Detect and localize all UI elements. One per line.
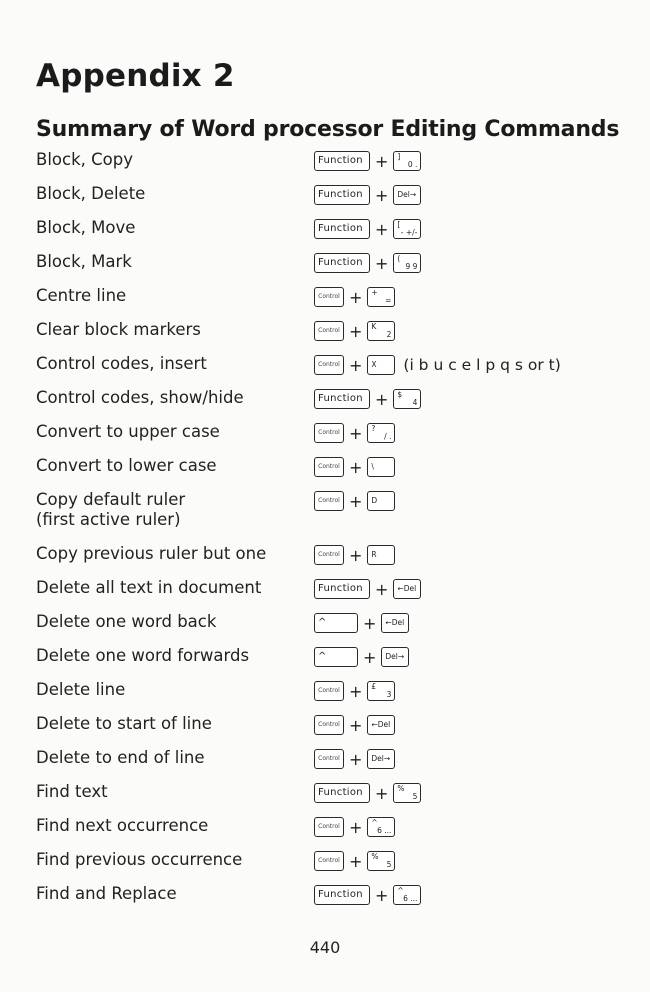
key-legend-bottom: - +/- bbox=[400, 228, 418, 237]
command-label bbox=[36, 252, 132, 272]
command-label bbox=[36, 388, 244, 408]
plus-sign: + bbox=[375, 253, 389, 273]
command-label-line: Block, Move bbox=[36, 218, 136, 237]
plus-sign: + bbox=[363, 647, 377, 667]
key-combination bbox=[314, 679, 395, 703]
plus-sign: + bbox=[375, 185, 389, 205]
key-legend-bottom: 5 bbox=[386, 860, 392, 869]
character-key-icon bbox=[367, 491, 395, 511]
command-label bbox=[36, 612, 216, 632]
command-label-line: Clear block markers bbox=[36, 320, 201, 339]
command-label bbox=[36, 354, 207, 374]
command-label-line: Convert to upper case bbox=[36, 422, 220, 441]
key-legend-bottom: 3 bbox=[386, 690, 392, 699]
character-key-icon bbox=[393, 219, 421, 239]
command-label-line: Copy default ruler bbox=[36, 490, 186, 509]
key-legend-top: $ bbox=[397, 390, 403, 399]
command-label bbox=[36, 456, 217, 476]
key-legend-top: ^ bbox=[371, 818, 378, 827]
character-key-icon bbox=[367, 545, 395, 565]
plus-sign: + bbox=[363, 613, 377, 633]
function-key-icon bbox=[314, 185, 370, 205]
key-legend-top: Control bbox=[318, 327, 340, 334]
command-row bbox=[0, 748, 650, 772]
plus-sign: + bbox=[349, 749, 363, 769]
command-label-line: Centre line bbox=[36, 286, 127, 305]
key-combination bbox=[314, 577, 421, 601]
key-combination bbox=[314, 149, 421, 173]
plus-sign: + bbox=[349, 423, 363, 443]
command-label bbox=[36, 150, 133, 170]
command-label-line: Delete line bbox=[36, 680, 126, 699]
key-combination bbox=[314, 353, 561, 377]
command-label bbox=[36, 544, 266, 564]
command-label bbox=[36, 646, 249, 666]
key-combination bbox=[314, 543, 395, 567]
command-row bbox=[0, 354, 650, 378]
command-label bbox=[36, 490, 185, 530]
command-row bbox=[0, 320, 650, 344]
key-combination bbox=[314, 489, 395, 513]
key-legend-bottom: 5 bbox=[412, 792, 418, 801]
key-legend-top: Function bbox=[318, 393, 363, 404]
control-key-icon bbox=[314, 749, 344, 769]
command-label-line: Block, Copy bbox=[36, 150, 133, 169]
character-key-icon bbox=[367, 321, 395, 341]
control-key-icon bbox=[314, 457, 344, 477]
character-key-icon bbox=[367, 423, 395, 443]
command-row bbox=[0, 850, 650, 874]
key-legend-top: % bbox=[371, 852, 379, 861]
key-legend-top: Del→ bbox=[397, 190, 417, 199]
page-number: 440 bbox=[309, 938, 341, 957]
key-legend-top: Function bbox=[318, 257, 363, 268]
control-key-icon bbox=[314, 321, 344, 341]
plus-sign: + bbox=[349, 355, 363, 375]
key-combination bbox=[314, 713, 395, 737]
key-legend-top: Function bbox=[318, 223, 363, 234]
key-legend-top: Control bbox=[318, 721, 340, 728]
key-combination bbox=[314, 883, 421, 907]
key-combination bbox=[314, 781, 421, 805]
plus-sign: + bbox=[375, 783, 389, 803]
character-key-icon bbox=[367, 457, 395, 477]
command-label-line: Find and Replace bbox=[36, 884, 177, 903]
key-legend-top: Function bbox=[318, 889, 363, 900]
command-label-line: Delete one word forwards bbox=[36, 646, 250, 665]
control-key-icon bbox=[314, 491, 344, 511]
key-legend-top: ←Del bbox=[397, 584, 417, 593]
command-label bbox=[36, 286, 126, 306]
command-label-line: Block, Mark bbox=[36, 252, 132, 271]
command-row bbox=[0, 646, 650, 670]
key-legend-top: ? bbox=[371, 424, 376, 433]
command-row bbox=[0, 544, 650, 568]
key-legend-bottom: 0 . bbox=[407, 160, 418, 169]
key-legend-bottom: 6 ... bbox=[403, 894, 418, 903]
key-legend-top: Function bbox=[318, 155, 363, 166]
character-key-icon bbox=[367, 851, 395, 871]
plus-sign: + bbox=[375, 151, 389, 171]
plus-sign: + bbox=[349, 817, 363, 837]
key-legend-top: ( bbox=[397, 254, 401, 263]
key-combination bbox=[314, 251, 421, 275]
plus-sign: + bbox=[349, 287, 363, 307]
command-label-line: Find text bbox=[36, 782, 108, 801]
plus-sign: + bbox=[349, 491, 363, 511]
plus-sign: + bbox=[349, 851, 363, 871]
function-key-icon bbox=[314, 885, 370, 905]
key-combination bbox=[314, 455, 395, 479]
command-label bbox=[36, 714, 212, 734]
command-row bbox=[0, 286, 650, 310]
command-label-line: Delete to end of line bbox=[36, 748, 205, 767]
key-legend-top: £ bbox=[371, 682, 377, 691]
key-legend-top: Control bbox=[318, 687, 340, 694]
key-legend-bottom: 4 bbox=[412, 398, 418, 407]
command-row bbox=[0, 490, 650, 529]
control-key-icon bbox=[314, 355, 344, 375]
key-legend-top: Control bbox=[318, 429, 340, 436]
command-label bbox=[36, 850, 242, 870]
control-key-icon bbox=[314, 545, 344, 565]
key-legend-bottom: = bbox=[385, 296, 392, 305]
key-combination bbox=[314, 319, 395, 343]
command-label-line: Find next occurrence bbox=[36, 816, 209, 835]
character-key-icon bbox=[393, 885, 421, 905]
command-label bbox=[36, 578, 261, 598]
command-row bbox=[0, 388, 650, 412]
key-legend-top: Control bbox=[318, 755, 340, 762]
key-legend-top: K bbox=[371, 322, 377, 331]
function-key-icon bbox=[314, 579, 370, 599]
command-row bbox=[0, 422, 650, 446]
key-combination bbox=[314, 815, 395, 839]
command-row bbox=[0, 714, 650, 738]
key-options-note: (i b u c e l p q s or t) bbox=[403, 356, 561, 374]
command-label-line: Delete all text in document bbox=[36, 578, 262, 597]
character-key-icon bbox=[381, 613, 409, 633]
key-combination bbox=[314, 611, 409, 635]
command-label-line: Delete to start of line bbox=[36, 714, 212, 733]
control-key-icon bbox=[314, 715, 344, 735]
command-row bbox=[0, 782, 650, 806]
command-label-line: Delete one word back bbox=[36, 612, 217, 631]
character-key-icon bbox=[367, 681, 395, 701]
section-subheading: Summary of Word processor Editing Commands bbox=[36, 117, 620, 142]
key-legend-top: Control bbox=[318, 293, 340, 300]
key-legend-top: Del→ bbox=[371, 754, 391, 763]
plus-sign: + bbox=[349, 457, 363, 477]
key-legend-top: + bbox=[371, 288, 378, 297]
control-key-icon bbox=[314, 287, 344, 307]
command-row bbox=[0, 680, 650, 704]
key-combination bbox=[314, 645, 409, 669]
key-legend-top: ^ bbox=[318, 651, 327, 662]
key-legend-top: ←Del bbox=[385, 618, 405, 627]
control-key-icon bbox=[314, 423, 344, 443]
key-combination bbox=[314, 285, 395, 309]
plus-sign: + bbox=[349, 681, 363, 701]
key-legend-bottom: / . bbox=[384, 432, 392, 441]
key-legend-top: ] bbox=[397, 152, 401, 161]
character-key-icon bbox=[393, 783, 421, 803]
key-legend-bottom: 6 ... bbox=[377, 826, 392, 835]
key-legend-top: Function bbox=[318, 189, 363, 200]
command-label-line: Control codes, show/hide bbox=[36, 388, 244, 407]
command-row bbox=[0, 578, 650, 602]
command-label bbox=[36, 782, 108, 802]
key-legend-top: R bbox=[371, 550, 377, 559]
key-legend-top: X bbox=[371, 360, 377, 369]
command-row bbox=[0, 612, 650, 636]
command-label bbox=[36, 184, 145, 204]
key-legend-top: ^ bbox=[397, 886, 404, 895]
command-label bbox=[36, 748, 205, 768]
key-legend-top: Control bbox=[318, 497, 340, 504]
character-key-icon bbox=[393, 253, 421, 273]
command-row bbox=[0, 150, 650, 174]
command-row bbox=[0, 218, 650, 242]
command-row bbox=[0, 816, 650, 840]
command-row bbox=[0, 456, 650, 480]
command-label bbox=[36, 816, 208, 836]
plus-sign: + bbox=[375, 579, 389, 599]
command-label bbox=[36, 422, 220, 442]
plus-sign: + bbox=[375, 219, 389, 239]
key-legend-top: Control bbox=[318, 823, 340, 830]
caret-key-icon bbox=[314, 647, 358, 667]
command-label-line: Block, Delete bbox=[36, 184, 146, 203]
appendix-heading: Appendix 2 bbox=[36, 58, 235, 94]
plus-sign: + bbox=[375, 389, 389, 409]
plus-sign: + bbox=[349, 715, 363, 735]
command-label-note: (first active ruler) bbox=[36, 510, 181, 529]
character-key-icon bbox=[393, 151, 421, 171]
character-key-icon bbox=[367, 287, 395, 307]
key-legend-top: Del→ bbox=[385, 652, 405, 661]
character-key-icon bbox=[367, 355, 395, 375]
character-key-icon bbox=[393, 389, 421, 409]
key-legend-top: [ bbox=[397, 220, 401, 229]
caret-key-icon bbox=[314, 613, 358, 633]
control-key-icon bbox=[314, 851, 344, 871]
control-key-icon bbox=[314, 681, 344, 701]
character-key-icon bbox=[393, 579, 421, 599]
key-legend-top: D bbox=[371, 496, 378, 505]
key-combination bbox=[314, 849, 395, 873]
command-label bbox=[36, 218, 135, 238]
key-legend-top: Control bbox=[318, 361, 340, 368]
function-key-icon bbox=[314, 151, 370, 171]
function-key-icon bbox=[314, 219, 370, 239]
command-label bbox=[36, 320, 201, 340]
key-legend-top: Control bbox=[318, 463, 340, 470]
command-label-line: Find previous occurrence bbox=[36, 850, 243, 869]
key-combination bbox=[314, 387, 421, 411]
key-combination bbox=[314, 421, 395, 445]
plus-sign: + bbox=[375, 885, 389, 905]
key-legend-bottom: 9 9 bbox=[405, 262, 418, 271]
key-legend-top: % bbox=[397, 784, 405, 793]
character-key-icon bbox=[381, 647, 409, 667]
character-key-icon bbox=[393, 185, 421, 205]
command-label bbox=[36, 680, 125, 700]
character-key-icon bbox=[367, 715, 395, 735]
plus-sign: + bbox=[349, 321, 363, 341]
control-key-icon bbox=[314, 817, 344, 837]
key-legend-bottom: 2 bbox=[386, 330, 392, 339]
key-legend-top: Function bbox=[318, 583, 363, 594]
function-key-icon bbox=[314, 253, 370, 273]
key-legend-top: Function bbox=[318, 787, 363, 798]
key-legend-top: Control bbox=[318, 857, 340, 864]
function-key-icon bbox=[314, 783, 370, 803]
command-row bbox=[0, 252, 650, 276]
character-key-icon bbox=[367, 749, 395, 769]
function-key-icon bbox=[314, 389, 370, 409]
command-row bbox=[0, 884, 650, 908]
key-legend-top: ^ bbox=[318, 617, 327, 628]
plus-sign: + bbox=[349, 545, 363, 565]
key-legend-top: Control bbox=[318, 551, 340, 558]
key-combination bbox=[314, 217, 421, 241]
character-key-icon bbox=[367, 817, 395, 837]
command-label bbox=[36, 884, 177, 904]
command-row bbox=[0, 184, 650, 208]
command-label-line: Copy previous ruler but one bbox=[36, 544, 267, 563]
key-legend-top: \ bbox=[371, 462, 374, 471]
command-label-line: Control codes, insert bbox=[36, 354, 207, 373]
key-legend-top: ←Del bbox=[371, 720, 391, 729]
key-combination bbox=[314, 183, 421, 207]
command-label-line: Convert to lower case bbox=[36, 456, 217, 475]
key-combination bbox=[314, 747, 395, 771]
